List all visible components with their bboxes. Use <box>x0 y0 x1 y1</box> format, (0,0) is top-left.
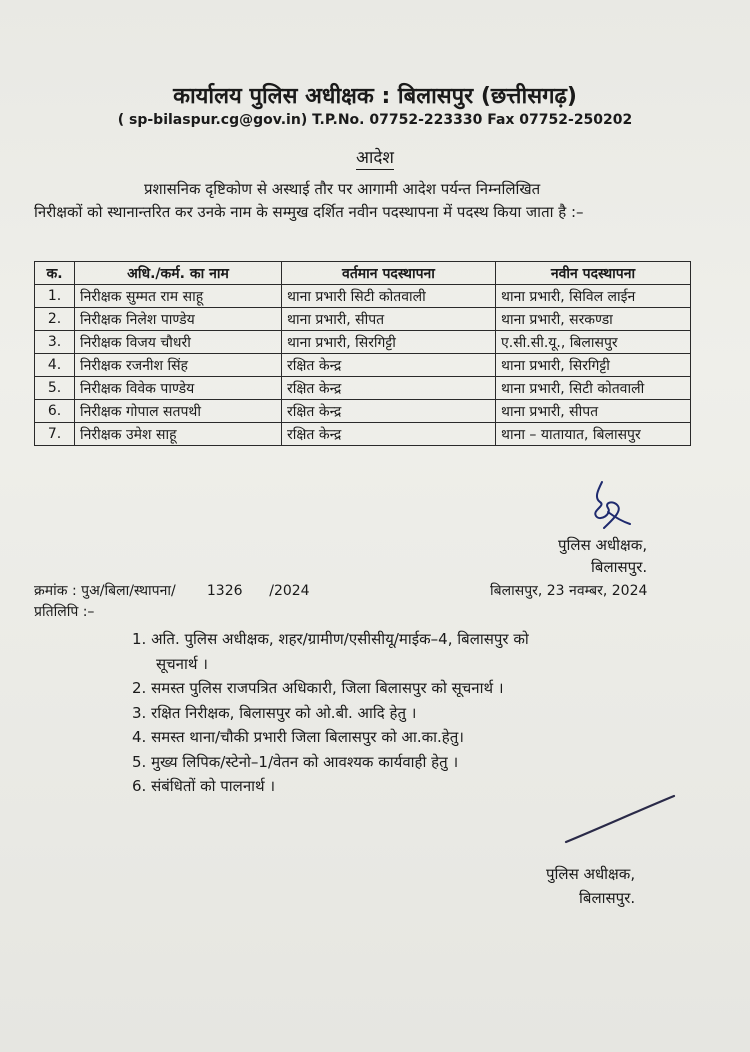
list-item: 2. समस्त पुलिस राजपत्रित अधिकारी, जिला बिलासपुर को सूचनार्थ । <box>132 679 504 697</box>
cell-name: निरीक्षक रजनीश सिंह <box>75 354 282 377</box>
reference-date: बिलासपुर, 23 नवम्बर, 2024 <box>490 583 648 599</box>
cell-current-posting: रक्षित केन्द्र <box>282 377 496 400</box>
cell-name: निरीक्षक उमेश साहू <box>75 423 282 446</box>
transfer-table <box>34 261 691 446</box>
cell-new-posting: थाना – यातायात, बिलासपुर <box>496 423 691 446</box>
cell-serial: 4. <box>35 354 75 377</box>
list-item-continuation: सूचनार्थ । <box>156 654 208 673</box>
cell-new-posting: थाना प्रभारी, सीपत <box>496 400 691 423</box>
list-item: 3. रक्षित निरीक्षक, बिलासपुर को ओ.बी. आदि हेतु । <box>132 703 417 722</box>
cell-serial: 7. <box>35 423 75 446</box>
cell-name: निरीक्षक विवेक पाण्डेय <box>75 377 282 400</box>
cell-name: निरीक्षक विजय चौधरी <box>75 331 282 354</box>
col-header-name: अधि./कर्म. का नाम <box>75 262 282 285</box>
intro-paragraph <box>34 178 702 224</box>
col-header-serial: क. <box>35 262 75 285</box>
cell-current-posting: थाना प्रभारी, सिरगिट्टी <box>282 331 496 354</box>
cell-current-posting: थाना प्रभारी, सीपत <box>282 308 496 331</box>
cell-new-posting: ए.सी.सी.यू., बिलासपुर <box>496 331 691 354</box>
cell-new-posting: थाना प्रभारी, सरकण्डा <box>496 308 691 331</box>
cell-current-posting: रक्षित केन्द्र <box>282 423 496 446</box>
signatory-designation: पुलिस अधीक्षक, <box>546 865 636 883</box>
table-row <box>35 423 691 446</box>
cell-new-posting: थाना प्रभारी, सिविल लाईन <box>496 285 691 308</box>
cell-name: निरीक्षक सुम्मत राम साहू <box>75 285 282 308</box>
cell-current-posting: थाना प्रभारी सिटी कोतवाली <box>282 285 496 308</box>
cell-new-posting: थाना प्रभारी, सिरगिट्टी <box>496 354 691 377</box>
reference-number: क्रमांक : पुअ/बिला/स्थापना/ 1326 /2024 <box>34 583 310 599</box>
table-row <box>35 285 691 308</box>
cell-name: निरीक्षक निलेश पाण्डेय <box>75 308 282 331</box>
table-row <box>35 331 691 354</box>
signatory-location: बिलासपुर. <box>591 558 648 576</box>
signature-scribble-icon <box>584 478 634 533</box>
office-contact: ( sp-bilaspur.cg@gov.in) T.P.No. 07752-223330 Fax 07752-250202 <box>117 112 633 128</box>
signature-block-top <box>558 534 647 578</box>
signatory-location: बिलासपुर. <box>579 889 636 907</box>
list-item: 4. समस्त थाना/चौकी प्रभारी जिला बिलासपुर को आ.का.हेतु। <box>132 728 464 746</box>
list-item: 1. अति. पुलिस अधीक्षक, शहर/ग्रामीण/एसीसीयू/माईक–4, बिलासपुर को <box>132 630 529 648</box>
cell-serial: 5. <box>35 377 75 400</box>
intro-rest: निरीक्षकों को स्थानान्तरित कर उनके नाम के सम्मुख दर्शित नवीन पदस्थापना में पदस्थ किया जाता है :– <box>34 203 584 221</box>
office-title: कार्यालय पुलिस अधीक्षक : बिलासपुर (छत्तीसगढ़) <box>173 84 577 109</box>
cell-serial: 6. <box>35 400 75 423</box>
cell-name: निरीक्षक गोपाल सतपथी <box>75 400 282 423</box>
cell-current-posting: रक्षित केन्द्र <box>282 400 496 423</box>
table-header-row <box>35 262 691 285</box>
cell-serial: 3. <box>35 331 75 354</box>
order-heading-text: आदेश <box>356 148 394 168</box>
cell-serial: 1. <box>35 285 75 308</box>
table-row <box>35 308 691 331</box>
copy-heading: प्रतिलिपि :– <box>34 604 95 620</box>
list-item: 6. संबंधितों को पालनार्थ । <box>132 777 276 795</box>
table-row <box>35 400 691 423</box>
copy-list <box>132 627 692 799</box>
signature-stroke-icon <box>560 790 680 850</box>
intro-first-line: प्रशासनिक दृष्टिकोण से अस्थाई तौर पर आगामी आदेश पर्यन्त निम्नलिखित <box>144 180 541 198</box>
col-header-new-posting: नवीन पदस्थापना <box>496 262 691 285</box>
list-item: 5. मुख्य लिपिक/स्टेनो–1/वेतन को आवश्यक कार्यवाही हेतु । <box>132 752 459 771</box>
signatory-designation: पुलिस अधीक्षक, <box>558 536 648 554</box>
signature-block-bottom <box>546 862 635 910</box>
table-row <box>35 377 691 400</box>
order-heading <box>0 145 750 168</box>
cell-current-posting: रक्षित केन्द्र <box>282 354 496 377</box>
cell-new-posting: थाना प्रभारी, सिटी कोतवाली <box>496 377 691 400</box>
col-header-current-posting: वर्तमान पदस्थापना <box>282 262 496 285</box>
table-row <box>35 354 691 377</box>
cell-serial: 2. <box>35 308 75 331</box>
